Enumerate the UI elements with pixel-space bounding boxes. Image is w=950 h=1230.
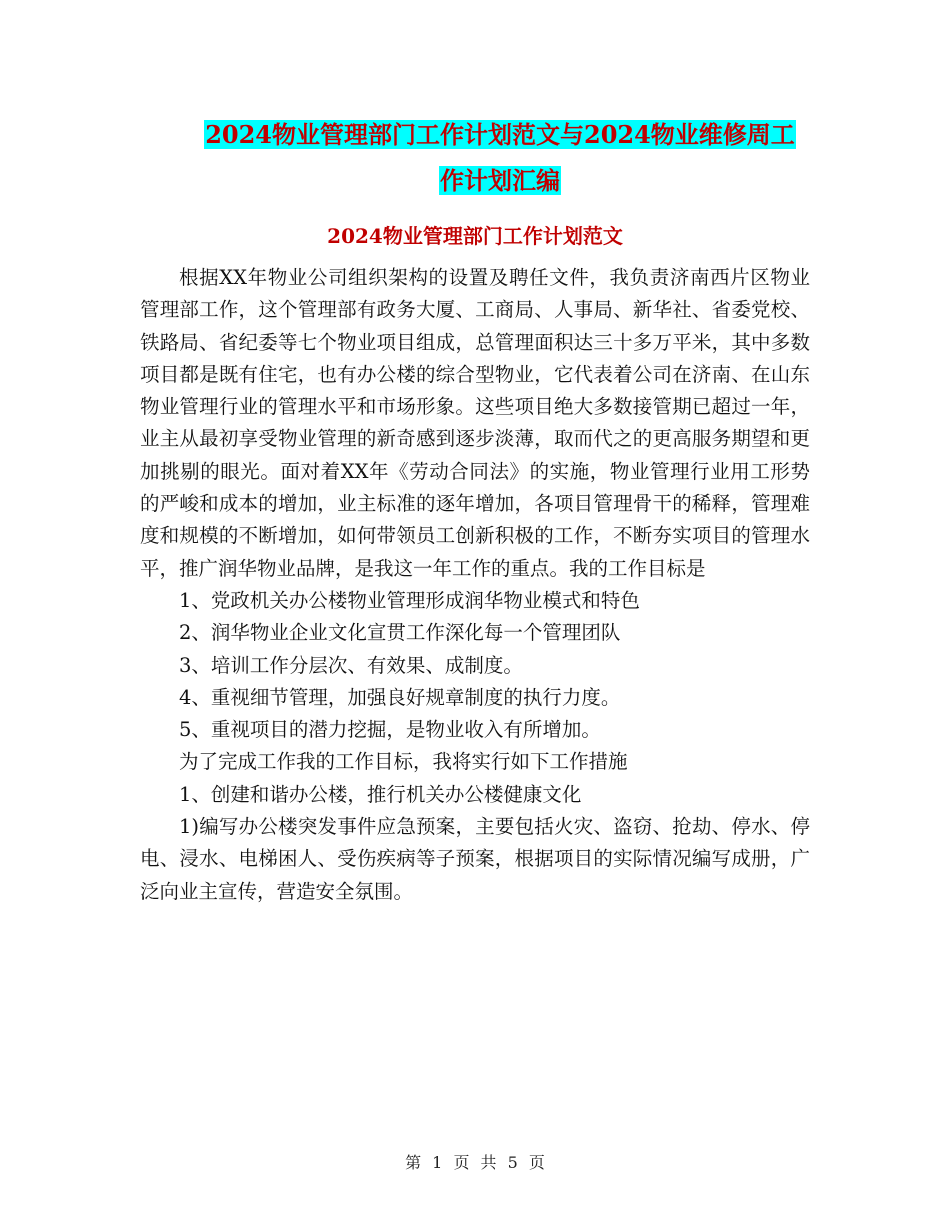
document-title-line-1: 2024物业管理部门工作计划范文与2024物业维修周工 xyxy=(205,120,795,149)
document-title-line-2: 作计划汇编 xyxy=(440,166,560,195)
paragraph-intro: 根据XX年物业公司组织架构的设置及聘任文件，我负责济南西片区物业管理部工作，这个管理部有政务大厦、工商局、人事局、新华社、省委党校、铁路局、省纪委等七个物业项目组成，总管理面积达三十多万平米，其中多数项目都是既有住宅，也有办公楼的综合型物业，它代表着公司在济南、在山东物业管理行业的管理水平和市场形象。这些项目绝大多数接管期已超过一年，业主从最初享受物业管理的新奇感到逐步淡薄，取而代之的更高服务期望和更加挑剔的眼光。面对着XX年《劳动合同法》的实施，物业管理行业用工形势的严峻和成本的增加，业主标准的逐年增加，各项目管理骨干的稀释，管理难度和规模的不断增加，如何带领员工创新积极的工作，不断夯实项目的管理水平，推广润华物业品牌，是我这一年工作的重点。我的工作目标是 xyxy=(140,266,810,580)
section-title: 2024物业管理部门工作计划范文 xyxy=(327,224,623,248)
document-body xyxy=(140,262,810,908)
page-footer: 第 1 页 共 5 页 xyxy=(405,1153,545,1172)
measures-intro: 为了完成工作我的工作目标，我将实行如下工作措施 xyxy=(179,750,628,774)
goal-item-2: 2、润华物业企业文化宣贯工作深化每一个管理团队 xyxy=(179,621,621,645)
measure-subitem-1: 1)编写办公楼突发事件应急预案，主要包括火灾、盗窃、抢劫、停水、停电、浸水、电梯困人、受伤疾病等子预案，根据项目的实际情况编写成册，广泛向业主宣传，营造安全氛围。 xyxy=(140,815,810,903)
goal-item-5: 5、重视项目的潜力挖掘，是物业收入有所增加。 xyxy=(179,718,601,742)
document-title xyxy=(140,112,860,204)
goal-item-1: 1、党政机关办公楼物业管理形成润华物业模式和特色 xyxy=(179,588,640,612)
measure-item-1: 1、创建和谐办公楼，推行机关办公楼健康文化 xyxy=(179,782,582,806)
goal-item-3: 3、培训工作分层次、有效果、成制度。 xyxy=(179,653,523,677)
goal-item-4: 4、重视细节管理，加强良好规章制度的执行力度。 xyxy=(179,685,621,709)
